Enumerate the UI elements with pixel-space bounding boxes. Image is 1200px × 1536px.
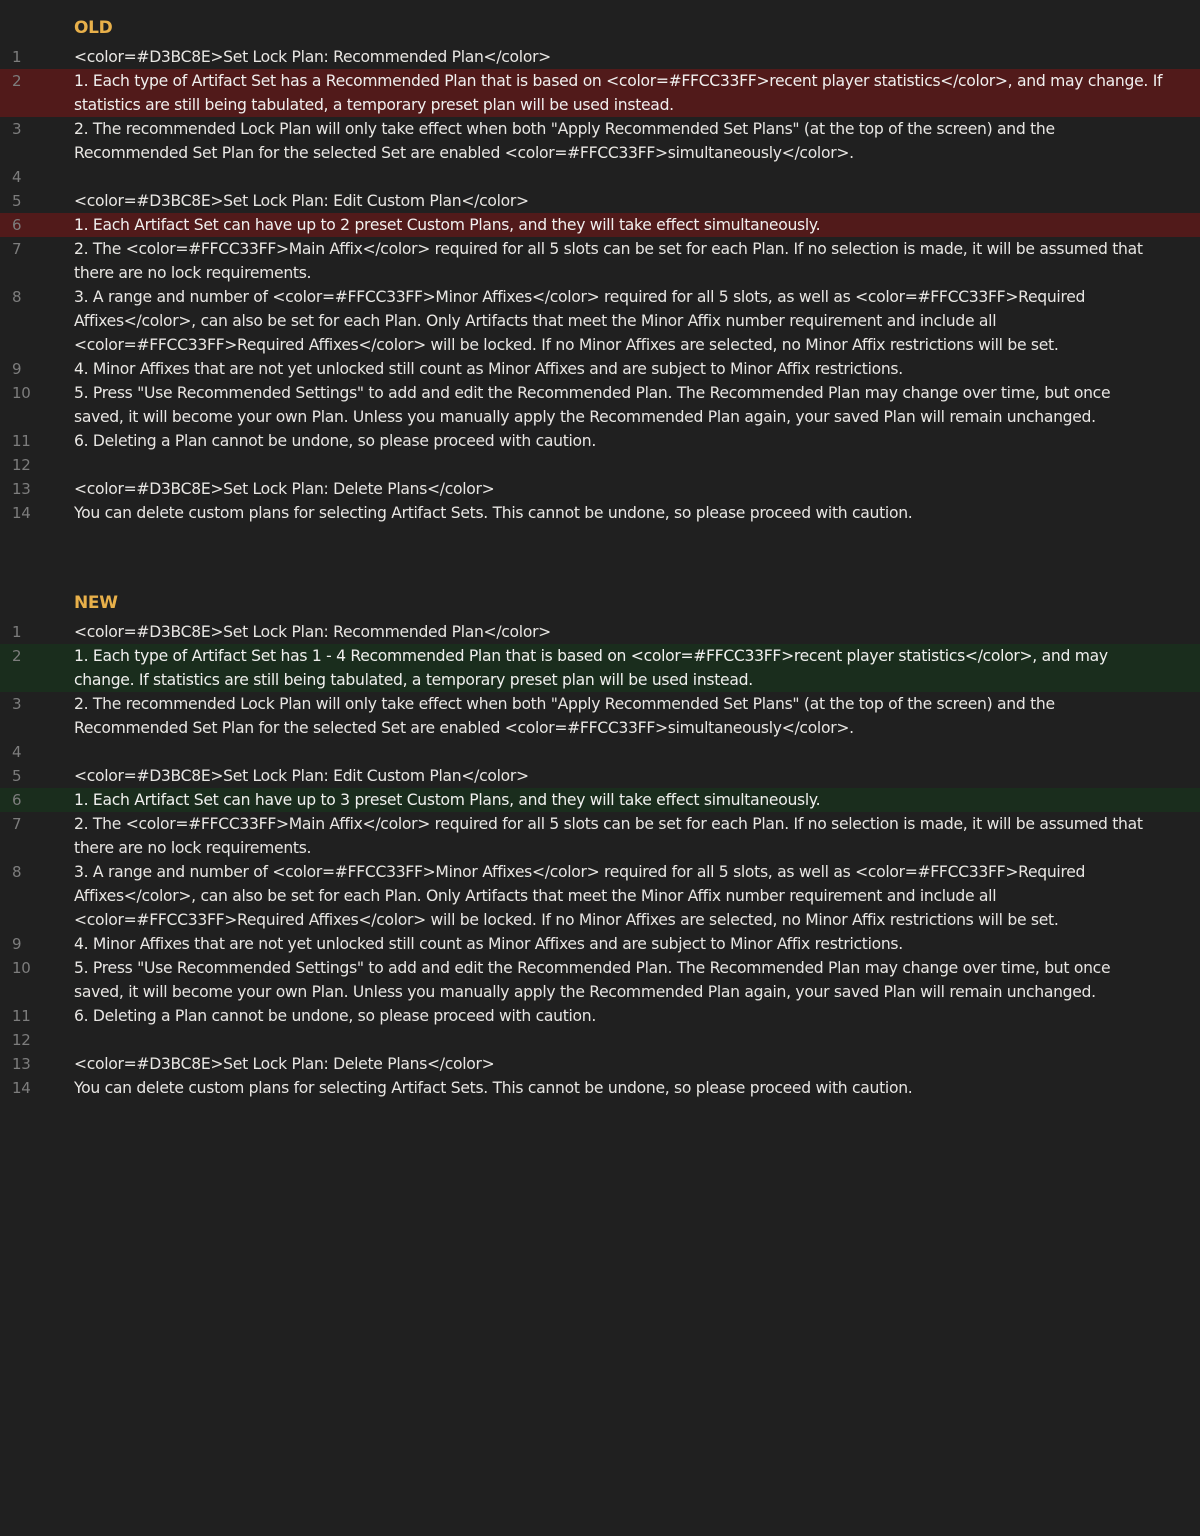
diff-line bbox=[0, 501, 1200, 525]
diff-line bbox=[0, 620, 1200, 644]
line-text: 5. Press "Use Recommended Settings" to add and edit the Recommended Plan. The Recommended Plan may change over time, but once saved, it will become your own Plan. Unless you manually apply the Recommended Plan again, your saved Plan will remain unchanged. bbox=[74, 959, 1115, 1001]
line-text: You can delete custom plans for selecting Artifact Sets. This cannot be undone, so please proceed with caution. bbox=[74, 1079, 913, 1097]
diff-line bbox=[0, 1004, 1200, 1028]
line-text: <color=#D3BC8E>Set Lock Plan: Recommended Plan</color> bbox=[74, 48, 551, 66]
line-number: 1 bbox=[12, 623, 22, 641]
line-number: 7 bbox=[12, 815, 22, 833]
line-text: 3. A range and number of <color=#FFCC33FF>Minor Affixes</color> required for all 5 slots, as well as <color=#FFCC33FF>Required Affixes</color>, can also be set for each Plan. Only Artifacts that meet the Minor Affix number requirement and include all <color=#FFCC33FF>Required Affixes</color> will be locked. If no Minor Affixes are selected, no Minor Affix restrictions will be set. bbox=[74, 863, 1090, 929]
line-text: <color=#D3BC8E>Set Lock Plan: Edit Custom Plan</color> bbox=[74, 192, 529, 210]
diff-line-removed bbox=[0, 213, 1200, 237]
line-text: 1. Each type of Artifact Set has 1 - 4 Recommended Plan that is based on <color=#FFCC33FF>recent player statistics</color>, and may change. If statistics are still being tabulated, a temporary preset plan will be used instead. bbox=[74, 647, 1113, 689]
line-number: 12 bbox=[12, 456, 31, 474]
diff-line bbox=[0, 932, 1200, 956]
diff-line bbox=[0, 764, 1200, 788]
diff-line-added bbox=[0, 788, 1200, 812]
diff-line bbox=[0, 1052, 1200, 1076]
line-number: 1 bbox=[12, 48, 22, 66]
line-text: <color=#D3BC8E>Set Lock Plan: Recommended Plan</color> bbox=[74, 623, 551, 641]
line-text: 2. The <color=#FFCC33FF>Main Affix</color> required for all 5 slots can be set for each Plan. If no selection is made, it will be assumed that there are no lock requirements. bbox=[74, 240, 1148, 282]
line-number: 13 bbox=[12, 1055, 31, 1073]
diff-line bbox=[0, 453, 1200, 477]
line-text: 1. Each Artifact Set can have up to 3 preset Custom Plans, and they will take effect simultaneously. bbox=[74, 791, 821, 809]
diff-line bbox=[0, 357, 1200, 381]
diff-line bbox=[0, 189, 1200, 213]
line-number: 11 bbox=[12, 1007, 31, 1025]
old-lines bbox=[0, 45, 1200, 525]
line-number: 10 bbox=[12, 384, 31, 402]
line-number: 2 bbox=[12, 647, 22, 665]
diff-line bbox=[0, 285, 1200, 357]
line-text: 2. The recommended Lock Plan will only take effect when both "Apply Recommended Set Plans" (at the top of the screen) and the Recommended Set Plan for the selected Set are enabled <color=#FFCC33FF>simultaneously</color>. bbox=[74, 695, 1060, 737]
line-number: 13 bbox=[12, 480, 31, 498]
line-number: 8 bbox=[12, 863, 22, 881]
line-text: 2. The recommended Lock Plan will only take effect when both "Apply Recommended Set Plans" (at the top of the screen) and the Recommended Set Plan for the selected Set are enabled <color=#FFCC33FF>simultaneously</color>. bbox=[74, 120, 1060, 162]
line-text: 3. A range and number of <color=#FFCC33FF>Minor Affixes</color> required for all 5 slots, as well as <color=#FFCC33FF>Required Affixes</color>, can also be set for each Plan. Only Artifacts that meet the Minor Affix number requirement and include all <color=#FFCC33FF>Required Affixes</color> will be locked. If no Minor Affixes are selected, no Minor Affix restrictions will be set. bbox=[74, 288, 1090, 354]
new-section-title: NEW bbox=[74, 593, 118, 613]
old-section-title: OLD bbox=[74, 18, 113, 38]
line-number: 9 bbox=[12, 935, 22, 953]
diff-line bbox=[0, 1028, 1200, 1052]
line-number: 11 bbox=[12, 432, 31, 450]
diff-line bbox=[0, 860, 1200, 932]
line-text: 6. Deleting a Plan cannot be undone, so please proceed with caution. bbox=[74, 432, 597, 450]
line-number: 4 bbox=[12, 168, 22, 186]
line-number: 9 bbox=[12, 360, 22, 378]
diff-line-removed bbox=[0, 69, 1200, 117]
line-number: 3 bbox=[12, 120, 22, 138]
line-number: 7 bbox=[12, 240, 22, 258]
line-number: 14 bbox=[12, 504, 31, 522]
diff-line bbox=[0, 381, 1200, 429]
line-number: 6 bbox=[12, 791, 22, 809]
diff-line bbox=[0, 956, 1200, 1004]
line-text: You can delete custom plans for selecting Artifact Sets. This cannot be undone, so please proceed with caution. bbox=[74, 504, 913, 522]
line-text bbox=[74, 740, 1164, 764]
line-text: 5. Press "Use Recommended Settings" to add and edit the Recommended Plan. The Recommended Plan may change over time, but once saved, it will become your own Plan. Unless you manually apply the Recommended Plan again, your saved Plan will remain unchanged. bbox=[74, 384, 1115, 426]
line-number: 10 bbox=[12, 959, 31, 977]
line-number: 5 bbox=[12, 767, 22, 785]
line-text bbox=[74, 1028, 1164, 1052]
diff-line bbox=[0, 692, 1200, 740]
line-text bbox=[74, 165, 1164, 189]
diff-line bbox=[0, 165, 1200, 189]
line-text: <color=#D3BC8E>Set Lock Plan: Delete Plans</color> bbox=[74, 480, 495, 498]
line-number: 5 bbox=[12, 192, 22, 210]
line-text: <color=#D3BC8E>Set Lock Plan: Edit Custom Plan</color> bbox=[74, 767, 529, 785]
line-number: 2 bbox=[12, 72, 22, 90]
diff-line-added bbox=[0, 644, 1200, 692]
line-number: 4 bbox=[12, 743, 22, 761]
diff-line bbox=[0, 429, 1200, 453]
line-text: 4. Minor Affixes that are not yet unlocked still count as Minor Affixes and are subject to Minor Affix restrictions. bbox=[74, 360, 903, 378]
diff-line bbox=[0, 45, 1200, 69]
line-text: 1. Each Artifact Set can have up to 2 preset Custom Plans, and they will take effect simultaneously. bbox=[74, 216, 821, 234]
line-number: 8 bbox=[12, 288, 22, 306]
line-text bbox=[74, 453, 1164, 477]
new-lines bbox=[0, 620, 1200, 1100]
diff-line bbox=[0, 740, 1200, 764]
line-number: 12 bbox=[12, 1031, 31, 1049]
line-text: 1. Each type of Artifact Set has a Recommended Plan that is based on <color=#FFCC33FF>recent player statistics</color>, and may change. If statistics are still being tabulated, a temporary preset plan will be used instead. bbox=[74, 72, 1167, 114]
line-text: <color=#D3BC8E>Set Lock Plan: Delete Plans</color> bbox=[74, 1055, 495, 1073]
line-number: 14 bbox=[12, 1079, 31, 1097]
diff-line bbox=[0, 237, 1200, 285]
diff-line bbox=[0, 812, 1200, 860]
line-text: 2. The <color=#FFCC33FF>Main Affix</color> required for all 5 slots can be set for each Plan. If no selection is made, it will be assumed that there are no lock requirements. bbox=[74, 815, 1148, 857]
line-text: 4. Minor Affixes that are not yet unlocked still count as Minor Affixes and are subject to Minor Affix restrictions. bbox=[74, 935, 903, 953]
diff-line bbox=[0, 117, 1200, 165]
diff-line bbox=[0, 477, 1200, 501]
line-text: 6. Deleting a Plan cannot be undone, so please proceed with caution. bbox=[74, 1007, 597, 1025]
diff-line bbox=[0, 1076, 1200, 1100]
line-number: 3 bbox=[12, 695, 22, 713]
line-number: 6 bbox=[12, 216, 22, 234]
